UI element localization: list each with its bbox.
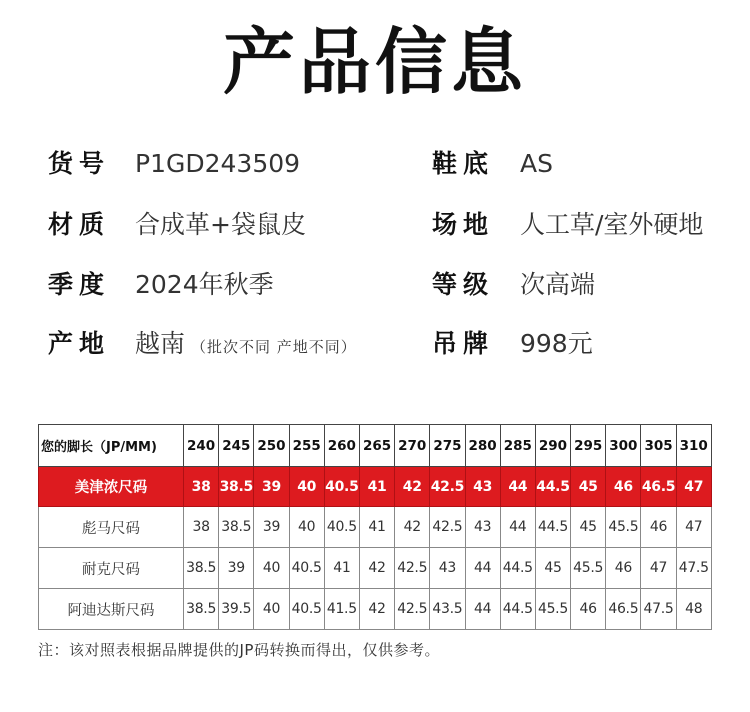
size-header-cell: 245: [219, 425, 254, 467]
size-cell: 42: [395, 507, 430, 548]
size-cell: 43: [430, 548, 465, 589]
origin-value: 越南: [135, 329, 186, 358]
size-cell: 45: [571, 467, 606, 507]
size-cell: 41.5: [324, 589, 359, 630]
size-cell: 44.5: [535, 467, 570, 507]
size-cell: 46: [571, 589, 606, 630]
size-cell: 41: [359, 507, 394, 548]
size-cell: 44: [500, 507, 535, 548]
size-cell: 40: [254, 589, 289, 630]
size-conversion-table: [38, 424, 712, 630]
size-header-cell: 300: [606, 425, 641, 467]
size-cell: 47: [641, 548, 676, 589]
size-table-header-label: 您的脚长（JP/MM): [39, 425, 184, 467]
size-cell: 38.5: [184, 589, 219, 630]
size-cell: 39: [254, 507, 289, 548]
size-cell: 46: [641, 507, 676, 548]
page-title: 产品信息: [222, 20, 527, 104]
size-header-cell: 290: [535, 425, 570, 467]
size-cell: 42: [359, 548, 394, 589]
size-header-cell: 310: [676, 425, 711, 467]
season-label: 季度: [48, 270, 111, 299]
venue-value: 人工草/室外硬地: [520, 210, 704, 239]
size-cell: 42.5: [395, 548, 430, 589]
size-cell: 40.5: [324, 507, 359, 548]
size-header-cell: 280: [465, 425, 500, 467]
size-cell: 42.5: [430, 467, 465, 507]
size-cell: 40: [289, 507, 324, 548]
info-row-2: [0, 205, 750, 245]
size-row: [39, 589, 712, 630]
size-cell: 40.5: [324, 467, 359, 507]
size-row-label: 美津浓尺码: [39, 467, 184, 507]
size-header-cell: 240: [184, 425, 219, 467]
size-header-cell: 260: [324, 425, 359, 467]
size-cell: 39: [219, 548, 254, 589]
size-header-cell: 295: [571, 425, 606, 467]
size-cell: 42.5: [430, 507, 465, 548]
tag-price-label: 吊牌: [432, 329, 495, 358]
size-cell: 38.5: [219, 467, 254, 507]
size-cell: 41: [359, 467, 394, 507]
venue-label: 场地: [432, 210, 495, 239]
size-cell: 45: [535, 548, 570, 589]
size-row: [39, 507, 712, 548]
sole-label: 鞋底: [432, 149, 495, 178]
size-row-label: 阿迪达斯尺码: [39, 589, 184, 630]
size-header-cell: 305: [641, 425, 676, 467]
size-cell: 40: [254, 548, 289, 589]
size-cell: 47.5: [676, 548, 711, 589]
sole-value: AS: [520, 149, 553, 178]
size-row-label: 彪马尺码: [39, 507, 184, 548]
size-cell: 46: [606, 548, 641, 589]
footnote: 注：该对照表根据品牌提供的JP码转换而得出，仅供参考。: [38, 641, 440, 659]
size-row: [39, 548, 712, 589]
size-cell: 48: [676, 589, 711, 630]
size-cell: 40: [289, 467, 324, 507]
size-cell: 38: [184, 467, 219, 507]
grade-label: 等级: [432, 270, 495, 299]
material-value: 合成革+袋鼠皮: [135, 210, 306, 239]
size-cell: 44: [465, 589, 500, 630]
size-cell: 45.5: [571, 548, 606, 589]
size-cell: 38.5: [184, 548, 219, 589]
size-header-cell: 265: [359, 425, 394, 467]
material-label: 材质: [48, 210, 111, 239]
origin-note: （批次不同 产地不同）: [191, 338, 357, 356]
size-cell: 45.5: [606, 507, 641, 548]
origin-label: 产地: [48, 329, 111, 358]
size-cell: 39.5: [219, 589, 254, 630]
size-header-cell: 275: [430, 425, 465, 467]
size-cell: 39: [254, 467, 289, 507]
size-header-cell: 270: [395, 425, 430, 467]
size-cell: 40.5: [289, 589, 324, 630]
size-cell: 43: [465, 507, 500, 548]
item-no-value: P1GD243509: [135, 149, 301, 178]
item-no-label: 货号: [48, 149, 111, 178]
size-cell: 46.5: [641, 467, 676, 507]
info-row-1: [0, 144, 750, 184]
size-row-highlighted: [39, 467, 712, 507]
size-cell: 45: [571, 507, 606, 548]
size-cell: 43.5: [430, 589, 465, 630]
size-cell: 44.5: [500, 589, 535, 630]
size-cell: 42: [359, 589, 394, 630]
size-cell: 38.5: [219, 507, 254, 548]
size-cell: 44: [500, 467, 535, 507]
size-cell: 41: [324, 548, 359, 589]
size-header-cell: 285: [500, 425, 535, 467]
size-cell: 44: [465, 548, 500, 589]
size-cell: 38: [184, 507, 219, 548]
season-value: 2024年秋季: [135, 270, 274, 299]
size-cell: 46.5: [606, 589, 641, 630]
size-cell: 44.5: [500, 548, 535, 589]
size-cell: 44.5: [535, 507, 570, 548]
size-cell: 42.5: [395, 589, 430, 630]
size-cell: 42: [395, 467, 430, 507]
size-header-cell: 255: [289, 425, 324, 467]
info-row-4: [0, 324, 750, 364]
origin-value-group: [135, 324, 357, 367]
size-cell: 43: [465, 467, 500, 507]
size-cell: 47.5: [641, 589, 676, 630]
info-row-3: [0, 265, 750, 305]
size-cell: 46: [606, 467, 641, 507]
size-cell: 47: [676, 507, 711, 548]
size-cell: 47: [676, 467, 711, 507]
size-header-cell: 250: [254, 425, 289, 467]
size-table-header-row: [39, 425, 712, 467]
size-cell: 40.5: [289, 548, 324, 589]
size-row-label: 耐克尺码: [39, 548, 184, 589]
size-cell: 45.5: [535, 589, 570, 630]
grade-value: 次高端: [520, 270, 596, 299]
tag-price-value: 998元: [520, 329, 593, 358]
